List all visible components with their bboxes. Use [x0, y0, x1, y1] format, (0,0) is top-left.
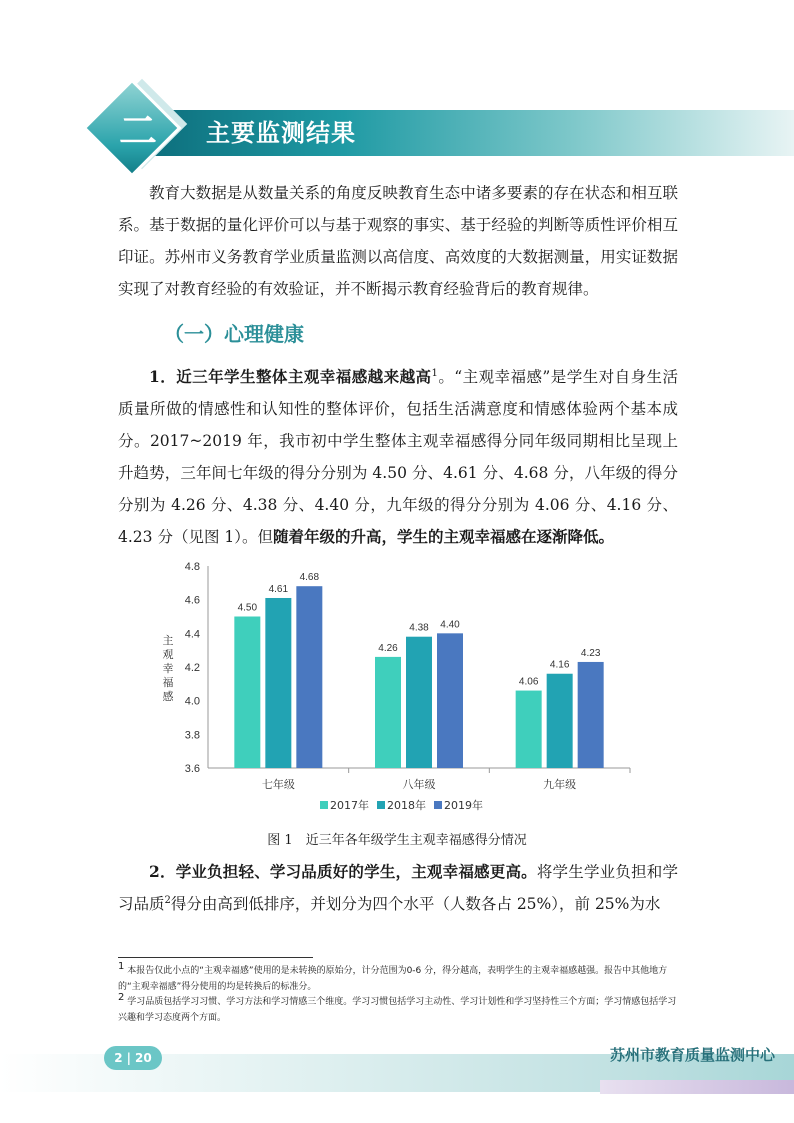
bar — [296, 586, 322, 768]
bar — [234, 617, 260, 769]
footnote-2-mark: 2 — [118, 992, 125, 1003]
y-axis-label-char: 幸 — [162, 662, 174, 675]
footnote-2 — [118, 994, 678, 1026]
footnote-1 — [118, 963, 678, 995]
p2-body-2: 得分由高到低排序，并划分为四个水平（人数各占 25%），前 25%为水 — [170, 895, 661, 913]
y-tick-label: 4.8 — [184, 561, 200, 573]
section-number: 二 — [118, 109, 157, 153]
legend-label: 2019年 — [444, 799, 483, 812]
y-tick-label: 4.6 — [184, 594, 200, 607]
bar — [547, 674, 573, 768]
chart-svg — [150, 556, 650, 826]
page-current: 2 — [114, 1051, 123, 1065]
bar-value-label: 4.16 — [549, 659, 570, 671]
page-total: 20 — [135, 1051, 152, 1065]
p2-lead: 2．学业负担轻、学习品质好的学生，主观幸福感更高。 — [149, 862, 537, 881]
legend-swatch — [434, 801, 442, 809]
bar-value-label: 4.06 — [518, 676, 539, 688]
footnote-1-mark: 1 — [118, 961, 125, 972]
y-axis-label-char: 观 — [162, 648, 174, 661]
bar-value-label: 4.23 — [580, 647, 601, 659]
bar-value-label: 4.61 — [268, 583, 289, 595]
footnote-2-text: 学习品质包括学习习惯、学习方法和学习情感三个维度。学习习惯包括学习主动性、学习计划性和学习坚持性三个方面；学习情感包括学习兴趣和学习态度两个方面。 — [118, 997, 677, 1023]
bar — [437, 633, 463, 768]
y-tick-label: 4.4 — [184, 628, 200, 641]
y-tick-label: 4.2 — [184, 662, 200, 674]
section-title: 主要监测结果 — [206, 119, 356, 147]
intro-paragraph — [118, 177, 678, 305]
y-tick-label: 3.8 — [184, 729, 200, 742]
y-axis-label-char: 主 — [162, 634, 174, 647]
subsection-heading: （一）心理健康 — [164, 322, 304, 346]
intro-text: 教育大数据是从数量关系的角度反映教育生态中诸多要素的存在状态和相互联系。基于数据的量化评价可以与基于观察的事实、基于经验的判断等质性评价相互印证。苏州市义务教育学业质量监测以高信度、高效度的大数据测量，用实证数据实现了对教育经验的有效验证，并不断揭示教育经验背后的教育规律。 — [118, 184, 678, 298]
y-tick-label: 4.0 — [184, 695, 200, 708]
legend-label: 2017年 — [330, 799, 369, 812]
footnote-divider — [118, 957, 313, 958]
p1-body: 。“主观幸福感”是学生对自身生活质量所做的情感性和认知性的整体评价，包括生活满意度和情感体验两个基本成分。2017~2019 年，我市初中学生整体主观幸福感得分同年级同期相比呈现上升趋势，三年间七年级的得分分别为 4.50 分、4.61 分、4.68 分，八年级的得分分别为 4.26 分、4.38 分、4.40 分，九年级的得分分别为 4.06 分、4.16 分、4.23 分（见图 1）。但 — [118, 368, 678, 546]
legend-label: 2018年 — [387, 799, 426, 812]
bar — [265, 598, 291, 768]
section-banner — [0, 100, 794, 164]
bar — [516, 691, 542, 768]
paragraph-2 — [118, 856, 678, 920]
footer-accent — [600, 1080, 794, 1094]
bar-chart — [150, 556, 650, 826]
organization-name: 苏州市教育质量监测中心 — [610, 1046, 776, 1064]
p1-emphasis: 随着年级的升高，学生的主观幸福感在逐渐降低。 — [272, 527, 614, 546]
x-tick-label: 八年级 — [402, 778, 436, 791]
y-axis-label-char: 感 — [162, 690, 174, 703]
p1-lead: 1．近三年学生整体主观幸福感越来越高 — [149, 367, 432, 386]
page-indicator — [104, 1046, 162, 1070]
bar — [578, 662, 604, 768]
figure-caption: 图 1 近三年各年级学生主观幸福感得分情况 — [267, 833, 527, 848]
bar-value-label: 4.38 — [409, 622, 429, 634]
bar-value-label: 4.50 — [237, 602, 258, 614]
bar — [406, 637, 432, 768]
y-tick-label: 3.6 — [184, 763, 200, 775]
page-separator: | — [126, 1051, 132, 1065]
footnote-ref-1[interactable]: 1 — [431, 367, 438, 379]
footnote-1-text: 本报告仅此小点的“主观幸福感”使用的是未转换的原始分，计分范围为0-6 分，得分越高，表明学生的主观幸福感越强。报告中其他地方的“主观幸福感”得分使用的均是转换后的标准分。 — [118, 966, 668, 992]
p2-body-1: 将学生学业负担和学习品质 — [118, 863, 678, 913]
paragraph-1 — [118, 361, 678, 553]
y-axis-label-char: 福 — [162, 676, 174, 689]
footnote-ref-2[interactable]: 2 — [164, 894, 171, 906]
x-tick-label: 九年级 — [543, 778, 577, 791]
legend-swatch — [377, 801, 385, 809]
bar-value-label: 4.40 — [440, 619, 460, 631]
bar — [375, 657, 401, 768]
bar-value-label: 4.26 — [378, 642, 398, 654]
legend-swatch — [320, 801, 328, 809]
x-tick-label: 七年级 — [261, 778, 295, 791]
bar-value-label: 4.68 — [299, 572, 320, 584]
